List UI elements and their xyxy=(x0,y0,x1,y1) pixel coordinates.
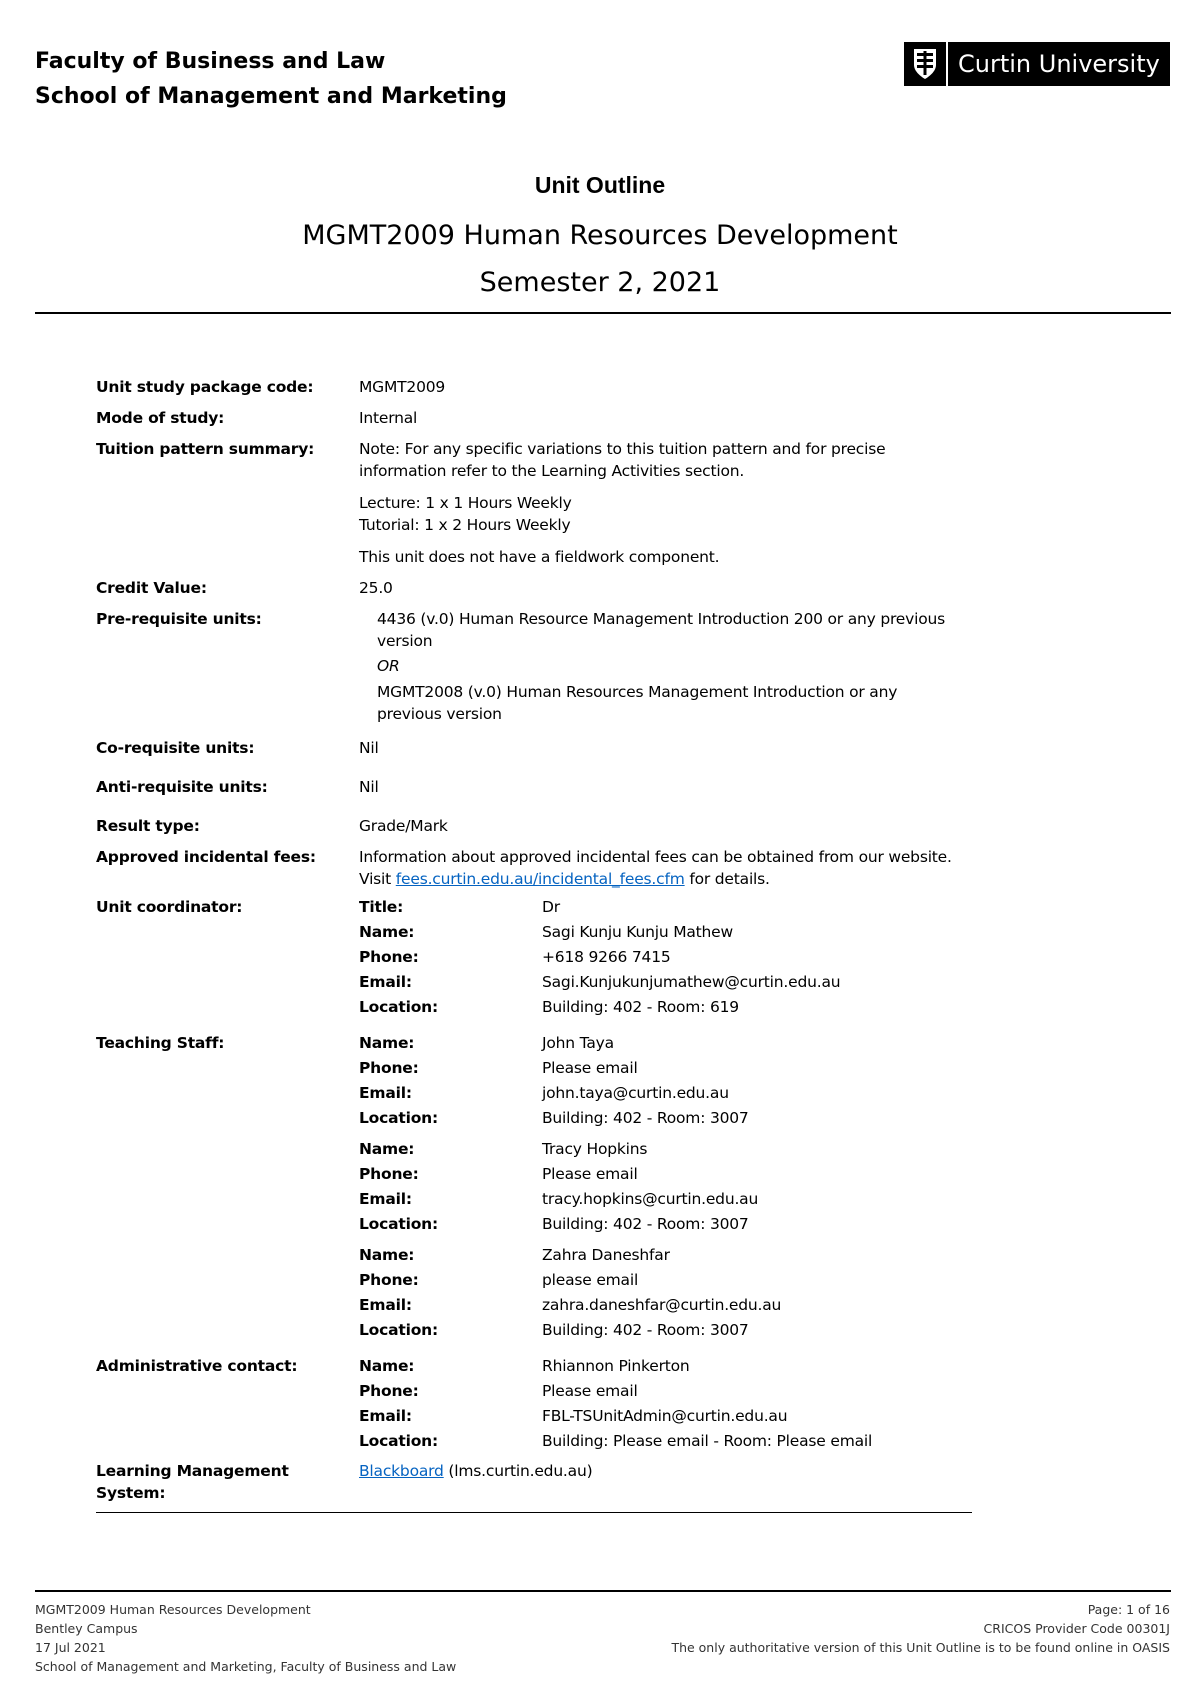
staff-location-key: Location: xyxy=(359,1215,438,1233)
document-type: Unit Outline xyxy=(534,172,666,198)
admin-contact-label: Administrative contact: xyxy=(96,1357,298,1375)
result-label: Result type: xyxy=(96,817,200,835)
credit-value: 25.0 xyxy=(359,579,393,597)
tuition-row xyxy=(96,438,976,568)
antireq-value: Nil xyxy=(359,778,379,796)
staff-phone-value: please email xyxy=(542,1271,639,1289)
school-name: School of Management and Marketing xyxy=(35,84,507,109)
staff-location-value: Building: 402 - Room: 3007 xyxy=(542,1215,749,1233)
staff-card xyxy=(359,1138,976,1235)
fees-visit-text: Visit xyxy=(359,870,396,888)
staff-email-value: zahra.daneshfar@curtin.edu.au xyxy=(542,1296,782,1314)
footer-unit: MGMT2009 Human Resources Development xyxy=(35,1602,311,1617)
staff-card xyxy=(359,1032,976,1129)
prereq-option-1-line-1: 4436 (v.0) Human Resource Management Introduction 200 or any previous xyxy=(377,610,945,628)
admin-contact-row xyxy=(96,1355,976,1452)
staff-card xyxy=(359,1244,976,1341)
prereq-option-2-line-1: MGMT2008 (v.0) Human Resources Management Introduction or any xyxy=(377,683,898,701)
admin-email-value: FBL-TSUnitAdmin@curtin.edu.au xyxy=(542,1407,788,1425)
unit-details xyxy=(96,376,976,1504)
details-divider xyxy=(96,1512,972,1513)
admin-phone-value: Please email xyxy=(542,1382,638,1400)
staff-name-value: John Taya xyxy=(542,1034,614,1052)
staff-name-key: Name: xyxy=(359,1140,415,1158)
lms-url-text: (lms.curtin.edu.au) xyxy=(443,1462,593,1480)
package-code-row xyxy=(96,376,976,398)
admin-name-key: Name: xyxy=(359,1357,415,1375)
logo-wordmark: Curtin University xyxy=(958,50,1160,78)
staff-location-key: Location: xyxy=(359,1321,438,1339)
staff-name-key: Name: xyxy=(359,1246,415,1264)
lms-row xyxy=(96,1460,976,1504)
result-row xyxy=(96,815,976,837)
footer-divider xyxy=(35,1590,1171,1592)
admin-location-key: Location: xyxy=(359,1432,438,1450)
coordinator-email-value: Sagi.Kunjukunjumathew@curtin.edu.au xyxy=(542,973,841,991)
teaching-staff-label: Teaching Staff: xyxy=(96,1034,225,1052)
fees-link[interactable]: fees.curtin.edu.au/incidental_fees.cfm xyxy=(395,870,685,888)
admin-name-value: Rhiannon Pinkerton xyxy=(542,1357,690,1375)
staff-email-value: john.taya@curtin.edu.au xyxy=(542,1084,729,1102)
staff-email-key: Email: xyxy=(359,1296,412,1314)
staff-phone-key: Phone: xyxy=(359,1165,419,1183)
admin-location-value: Building: Please email - Room: Please email xyxy=(542,1432,873,1450)
tuition-note-line-1: Note: For any specific variations to this tuition pattern and for precise xyxy=(359,440,886,458)
staff-phone-key: Phone: xyxy=(359,1271,419,1289)
tuition-label: Tuition pattern summary: xyxy=(96,440,315,458)
staff-email-key: Email: xyxy=(359,1084,412,1102)
coreq-row xyxy=(96,737,976,759)
curtin-logo xyxy=(904,42,1170,86)
tuition-lecture: Lecture: 1 x 1 Hours Weekly xyxy=(359,494,572,512)
mode-row xyxy=(96,407,976,429)
credit-label: Credit Value: xyxy=(96,579,207,597)
antireq-label: Anti-requisite units: xyxy=(96,778,268,796)
curtin-crest-icon xyxy=(904,42,948,86)
coreq-value: Nil xyxy=(359,739,379,757)
prereq-label: Pre-requisite units: xyxy=(96,610,262,628)
admin-email-key: Email: xyxy=(359,1407,412,1425)
semester-label: Semester 2, 2021 xyxy=(479,267,721,298)
staff-name-value: Tracy Hopkins xyxy=(542,1140,648,1158)
lms-label: Learning Management System: xyxy=(96,1462,289,1502)
prereq-option-1-line-2: version xyxy=(377,632,433,650)
staff-email-key: Email: xyxy=(359,1190,412,1208)
footer-left xyxy=(35,1600,456,1676)
staff-location-key: Location: xyxy=(359,1109,438,1127)
admin-phone-key: Phone: xyxy=(359,1382,419,1400)
fees-row xyxy=(96,846,976,890)
coordinator-location-value: Building: 402 - Room: 619 xyxy=(542,998,739,1016)
faculty-heading xyxy=(35,44,507,114)
coordinator-title-value: Dr xyxy=(542,898,560,916)
staff-location-value: Building: 402 - Room: 3007 xyxy=(542,1109,749,1127)
footer-date: 17 Jul 2021 xyxy=(35,1640,106,1655)
blackboard-link[interactable]: Blackboard xyxy=(359,1462,444,1480)
authority-note: The only authoritative version of this Unit Outline is to be found online in OASIS xyxy=(671,1640,1170,1655)
staff-email-value: tracy.hopkins@curtin.edu.au xyxy=(542,1190,759,1208)
fees-info: Information about approved incidental fees can be obtained from our website. xyxy=(359,848,952,866)
teaching-staff-list xyxy=(359,1032,976,1341)
staff-phone-value: Please email xyxy=(542,1165,638,1183)
staff-name-value: Zahra Daneshfar xyxy=(542,1246,670,1264)
coordinator-phone-key: Phone: xyxy=(359,948,419,966)
footer-school: School of Management and Marketing, Faculty of Business and Law xyxy=(35,1659,457,1674)
package-code-value: MGMT2009 xyxy=(359,378,446,396)
prereq-or: OR xyxy=(377,657,400,675)
prereq-option-2-line-2: previous version xyxy=(377,705,502,723)
staff-location-value: Building: 402 - Room: 3007 xyxy=(542,1321,749,1339)
credit-row xyxy=(96,577,976,599)
package-code-label: Unit study package code: xyxy=(96,378,314,396)
footer-right xyxy=(671,1600,1170,1657)
fees-visit-line xyxy=(359,868,976,890)
cricos-code: CRICOS Provider Code 00301J xyxy=(983,1621,1170,1636)
mode-label: Mode of study: xyxy=(96,409,225,427)
unit-title: MGMT2009 Human Resources Development xyxy=(302,220,898,251)
faculty-name: Faculty of Business and Law xyxy=(35,49,386,74)
tuition-value xyxy=(359,438,976,568)
fees-value xyxy=(359,846,976,890)
staff-name-key: Name: xyxy=(359,1034,415,1052)
coordinator-title-key: Title: xyxy=(359,898,404,916)
mode-value: Internal xyxy=(359,409,418,427)
coordinator-name-key: Name: xyxy=(359,923,415,941)
coordinator-location-key: Location: xyxy=(359,998,438,1016)
antireq-row xyxy=(96,776,976,798)
coordinator-contact xyxy=(359,896,976,1018)
coordinator-label: Unit coordinator: xyxy=(96,898,243,916)
staff-phone-value: Please email xyxy=(542,1059,638,1077)
tuition-tutorial: Tutorial: 1 x 2 Hours Weekly xyxy=(359,516,571,534)
coordinator-email-key: Email: xyxy=(359,973,412,991)
admin-contact xyxy=(359,1355,976,1452)
fees-tail-text: for details. xyxy=(684,870,770,888)
tuition-note-line-2: information refer to the Learning Activities section. xyxy=(359,462,745,480)
result-value: Grade/Mark xyxy=(359,817,448,835)
coreq-label: Co-requisite units: xyxy=(96,739,255,757)
coordinator-phone-value: +618 9266 7415 xyxy=(542,948,671,966)
prereq-value xyxy=(359,608,976,725)
coordinator-name-value: Sagi Kunju Kunju Mathew xyxy=(542,923,733,941)
footer-campus: Bentley Campus xyxy=(35,1621,138,1636)
coordinator-row xyxy=(96,896,976,1018)
prereq-row xyxy=(96,608,976,725)
tuition-fieldwork: This unit does not have a fieldwork component. xyxy=(359,548,720,566)
page-number: Page: 1 of 16 xyxy=(1087,1602,1170,1617)
title-divider xyxy=(35,312,1171,314)
staff-phone-key: Phone: xyxy=(359,1059,419,1077)
lms-value xyxy=(359,1460,976,1504)
teaching-staff-row xyxy=(96,1032,976,1341)
fees-label: Approved incidental fees: xyxy=(96,848,316,866)
